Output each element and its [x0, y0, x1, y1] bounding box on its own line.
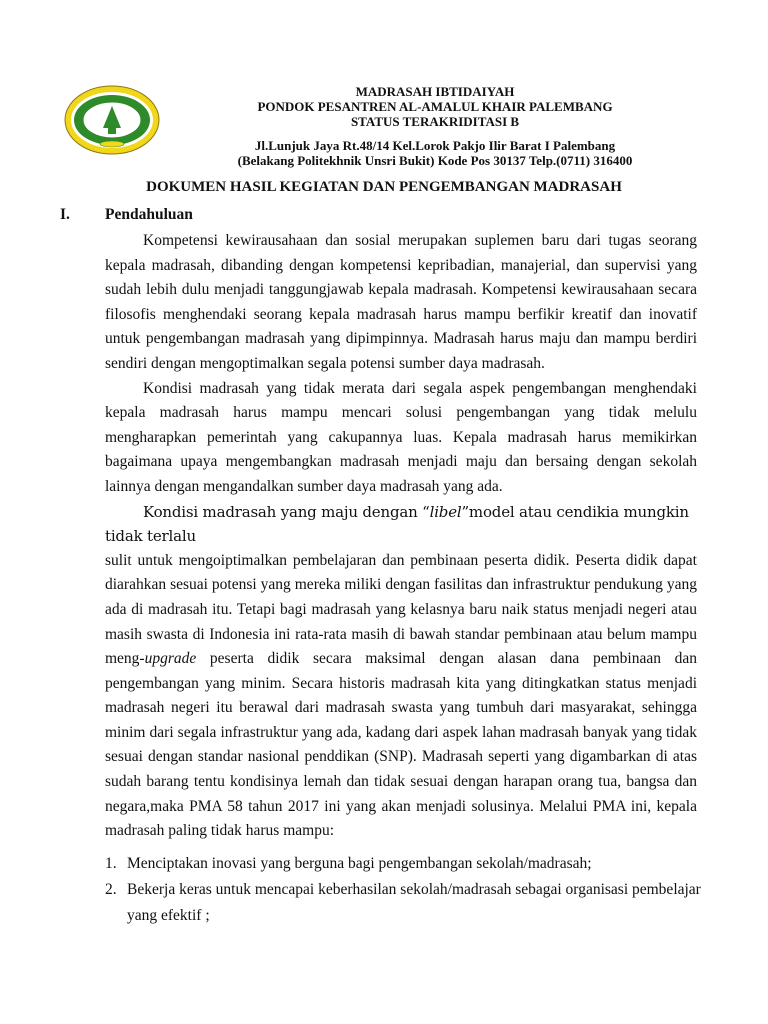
- list-item-number: 1.: [105, 855, 117, 872]
- paragraph-3-text-a: Kondisi madrasah yang maju dengan “: [143, 502, 430, 521]
- address-line-1: Jl.Lunjuk Jaya Rt.48/14 Kel.Lorok Pakjo Ilir Barat I Palembang: [254, 138, 616, 153]
- paragraph-3-continuation: [105, 549, 697, 844]
- address-line-2: (Belakang Politekhnik Unsri Bukit) Kode Pos 30137 Telp.(0711) 316400: [237, 153, 633, 168]
- paragraph-1: Kompetensi kewirausahaan dan sosial merupakan suplemen baru dari tugas seorang kepala madrasah, dibanding dengan kompetensi kepribadian, manajerial, dan supervisi yang sudah lebih dulu menjadi tanggungjawab kepala madrasah. Kompetensi kewirausahaan secara filosofis menghendaki seorang kepala madrasah harus mampu berfikir kreatif dan inovatif untuk pengembangan madrasah yang dipimpinnya. Madrasah harus maju dan mampu berdiri sendiri dengan mengoptimalkan segala potensi sumber daya madrasah.: [105, 232, 697, 372]
- section-title: Pendahuluan: [105, 206, 193, 223]
- list-item-number: 2.: [105, 881, 117, 898]
- paragraph-3-italic: libel: [429, 502, 462, 521]
- paragraph-3-cont-a: sulit untuk mengoiptimalkan pembelajaran dan pembinaan peserta didik. Peserta didik dapat diarahkan sesuai potensi yang mereka miliki dengan fasilitas dan infrastruktur pendukung yang ada di madrasah itu. Tetapi bagi madrasah yang kelasnya baru naik status menjadi negeri atau masih swasta di Indonesia ini rata-rata masih di bawah standar pembinaan atau belum mampu meng-: [105, 551, 697, 668]
- document-body: [105, 229, 697, 844]
- madrasah-seal-logo: [63, 84, 161, 156]
- capability-list: [105, 851, 705, 929]
- document-title: DOKUMEN HASIL KEGIATAN DAN PENGEMBANGAN MADRASAH: [146, 179, 622, 195]
- letterhead-address: [200, 138, 670, 168]
- paragraph-2: Kondisi madrasah yang tidak merata dari segala aspek pengembangan menghendaki kepala madrasah harus mampu mencari solusi pengembangan yang tidak melulu mengharapkan pemerintah yang cakupannya luas. Kepala madrasah harus memikirkan bagaimana upaya mengembangkan madrasah menjadi maju dan bersaing dengan sekolah lainnya dengan mengandalkan sumber daya madrasah yang ada.: [105, 379, 697, 495]
- school-name: PONDOK PESANTREN AL-AMALUL KHAIR PALEMBANG: [257, 99, 613, 114]
- paragraph-3-cont-italic: upgrade: [144, 650, 197, 668]
- paragraph-3-cont-b: peserta didik secara maksimal dengan alasan dana pembinaan dan pengembangan yang minim. Secara historis madrasah kita yang ditingkatkan status menjadi madrasah negeri itu berawal dari madrasah swasta yang tumbuh dari masyarakat, sehingga minim dari segala infrastruktur yang ada, kadang dari aspek lahan madrasah banyak yang tidak sesuai dengan standar nasional penddikan (SNP). Madrasah seperti yang digambarkan di atas sudah barang tentu kondisinya lemah dan tidak sesuai dengan harapan orang tua, bangsa dan negara,maka PMA 58 tahun 2017 ini yang akan menjadi solusinya. Melalui PMA ini, kepala madrasah paling tidak harus mampu:: [105, 650, 697, 840]
- paragraph-3-first-line: [105, 500, 697, 549]
- list-item-text: Menciptakan inovasi yang berguna bagi pengembangan sekolah/madrasah;: [127, 855, 592, 872]
- paragraph-3-text-b: ”model atau cendikia mungkin tidak terlalu: [105, 502, 689, 546]
- list-item: [105, 851, 705, 877]
- list-item: [105, 877, 705, 929]
- school-type: MADRASAH IBTIDAIYAH: [355, 84, 515, 99]
- letterhead-header: [200, 84, 670, 129]
- section-number: I.: [60, 206, 70, 223]
- accreditation-status: STATUS TERAKRIDITASI B: [350, 114, 520, 129]
- list-item-text: Bekerja keras untuk mencapai keberhasilan sekolah/madrasah sebagai organisasi pembelajar yang efektif ;: [127, 881, 701, 924]
